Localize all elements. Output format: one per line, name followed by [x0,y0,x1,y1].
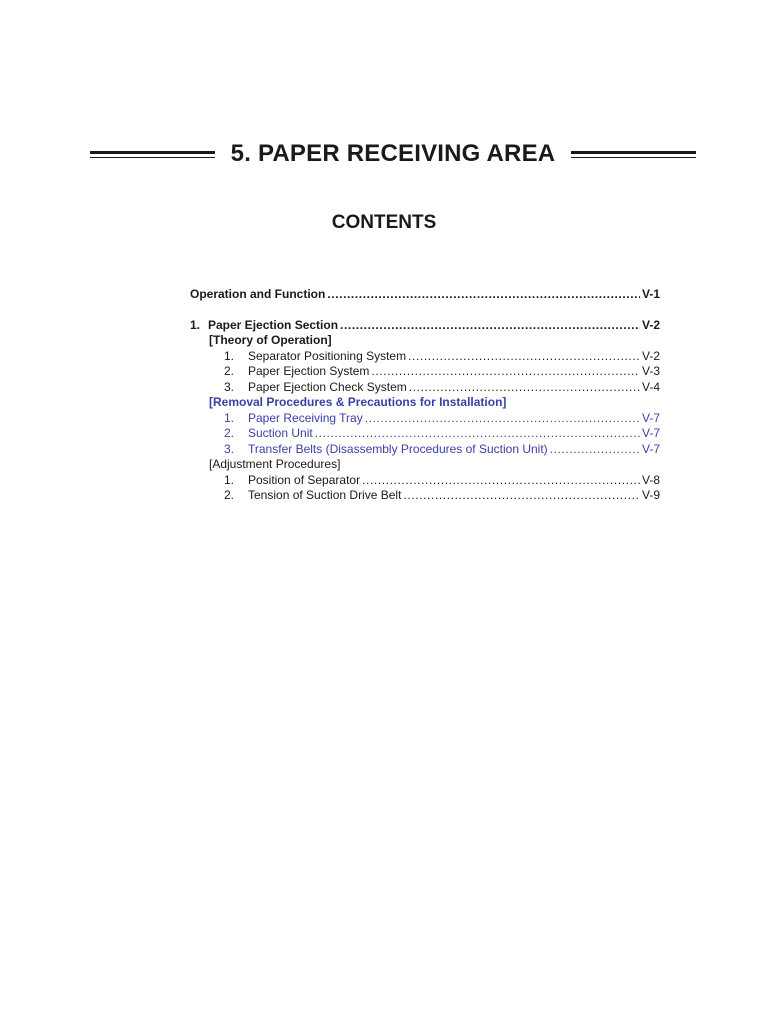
toc-entry-label: Paper Ejection System [248,364,370,378]
toc-entry-page: V-2 [641,349,660,363]
dot-leader [365,411,640,426]
toc-entry-page: V-7 [641,426,660,440]
toc-entry-label: Paper Ejection Check System [248,380,407,394]
contents-heading: CONTENTS [331,212,437,233]
toc-entry-paper-ejection-check[interactable] [190,380,660,395]
toc-entry-label: Separator Positioning System [248,349,407,363]
toc-entry-label: Paper Ejection Section [208,318,339,332]
toc-entry-number: 1. [224,411,235,425]
chapter-title: 5. PAPER RECEIVING AREA [230,140,556,167]
dot-leader [550,442,640,457]
removal-procedures-heading[interactable]: [Removal Procedures & Precautions for Installation] [209,395,507,409]
dot-leader [403,488,640,503]
toc-entry-tension-suction-belt[interactable] [190,488,660,503]
toc-entry-page: V-4 [641,380,660,394]
toc-entry-number: 3. [224,380,235,394]
theory-of-operation-heading: [Theory of Operation] [209,333,332,347]
toc-entry-number: 2. [224,364,235,378]
toc-entry-separator-positioning[interactable] [190,349,660,364]
toc-entry-page: V-2 [641,318,660,332]
toc-entry-page: V-9 [641,488,660,502]
dot-leader [371,364,640,379]
dot-leader [340,318,640,333]
toc-entry-label: Position of Separator [248,473,361,487]
toc-entry-label: Operation and Function [190,287,326,301]
toc-entry-paper-ejection-system[interactable] [190,364,660,379]
dot-leader [409,380,640,395]
toc-entry-label: Transfer Belts (Disassembly Procedures of Suction Unit) [248,442,548,456]
toc-entry-label: Suction Unit [248,426,313,440]
toc-entry-label: Tension of Suction Drive Belt [248,488,402,502]
left-double-rule [90,151,215,158]
toc-entry-page: V-7 [641,442,660,456]
toc-entry-position-of-separator[interactable] [190,473,660,488]
toc-entry-transfer-belts[interactable] [190,442,660,457]
toc-entry-paper-ejection-section[interactable] [190,318,660,333]
toc-entry-number: 1. [224,473,235,487]
toc-entry-number: 3. [224,442,235,456]
toc-entry-page: V-8 [641,473,660,487]
dot-leader [327,287,640,302]
dot-leader [362,473,640,488]
toc-entry-suction-unit[interactable] [190,426,660,441]
right-double-rule [571,151,696,158]
toc-entry-page: V-3 [641,364,660,378]
dot-leader [315,426,640,441]
toc-entry-label: Paper Receiving Tray [248,411,363,425]
dot-leader [408,349,640,364]
toc-entry-number: 1. [224,349,235,363]
chapter-title-row [90,138,696,170]
toc-entry-page: V-1 [641,287,660,301]
adjustment-procedures-heading: [Adjustment Procedures] [209,457,341,471]
toc-entry-operation-function[interactable] [190,287,660,302]
toc-entry-number: 2. [224,488,235,502]
toc-entry-paper-receiving-tray[interactable] [190,411,660,426]
toc-entry-page: V-7 [641,411,660,425]
toc-entry-number: 2. [224,426,235,440]
toc-entry-number: 1. [190,318,201,332]
